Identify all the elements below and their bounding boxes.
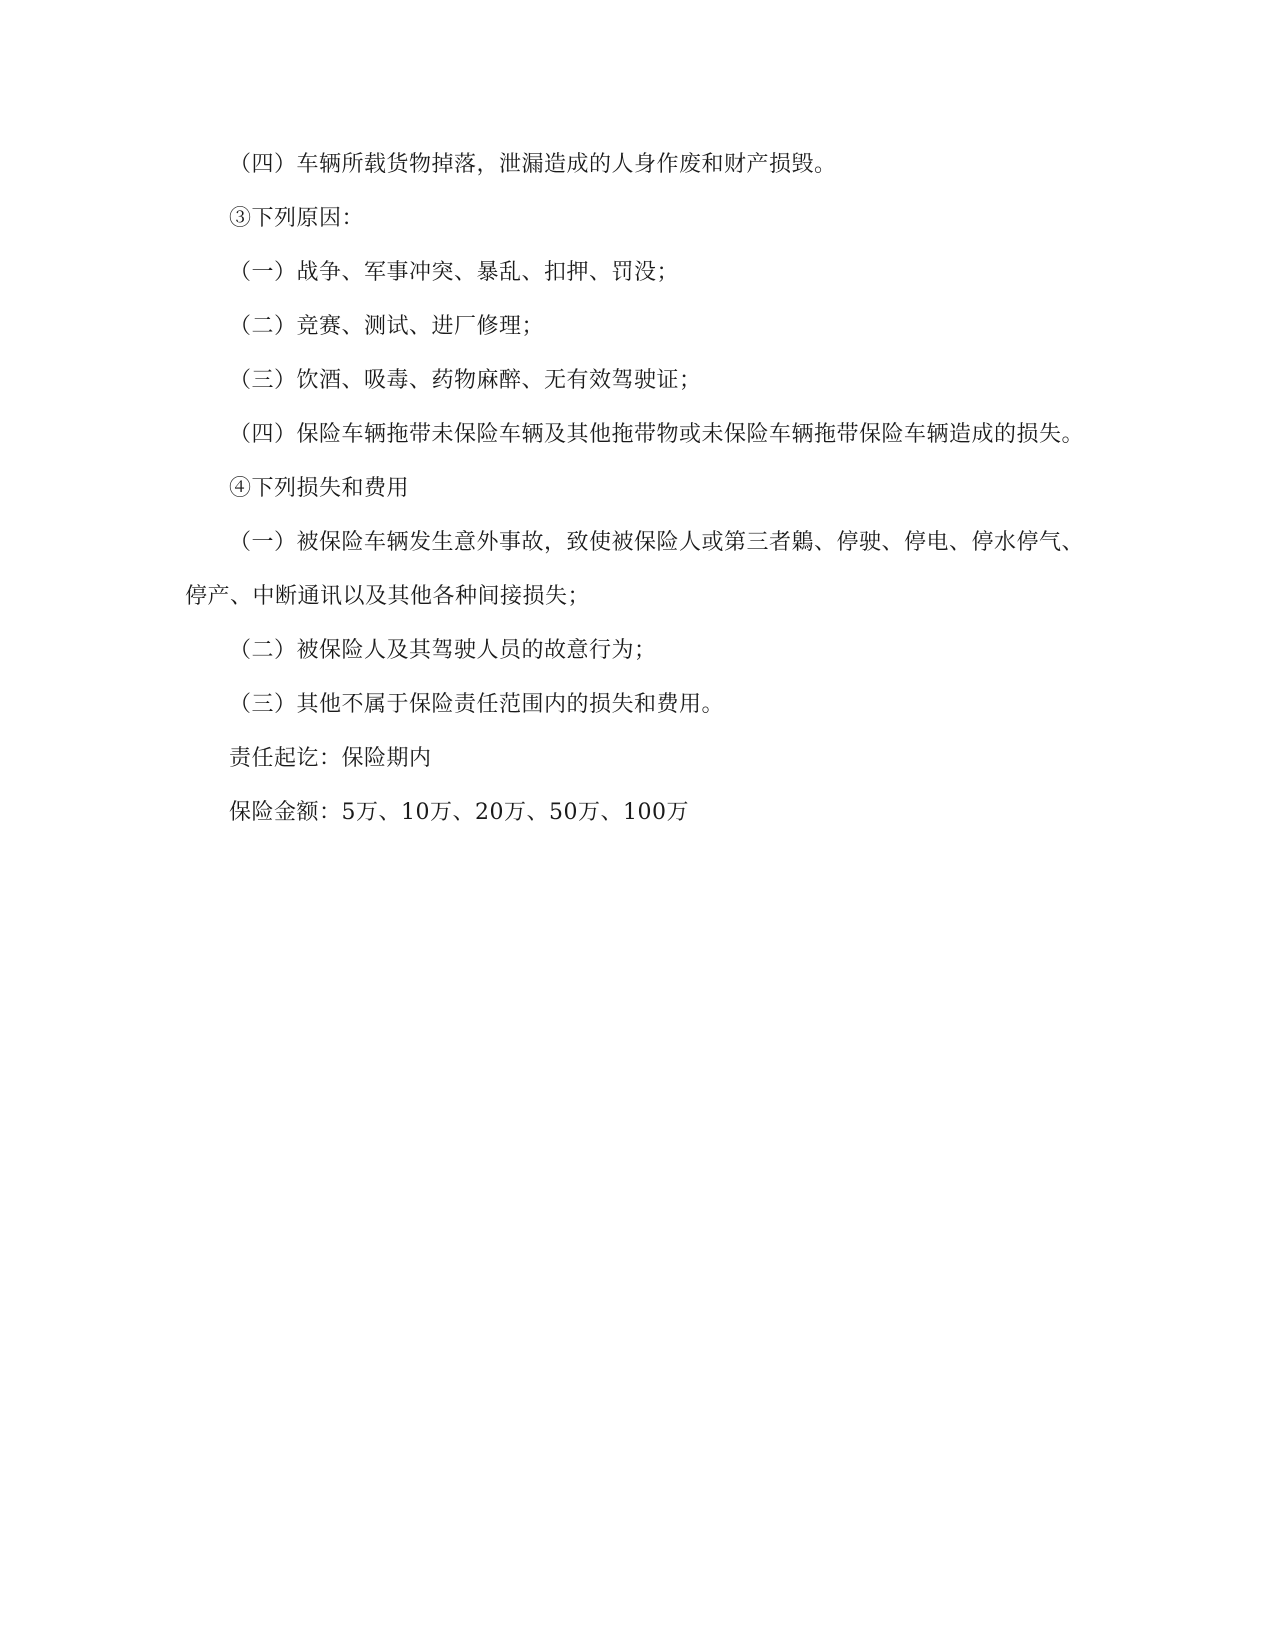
paragraph-losses-heading: ④下列损失和费用 (229, 476, 410, 501)
paragraph-cause-towing: （四）保险车辆拖带未保险车辆及其他拖带物或未保险车辆拖带保险车辆造成的损失。 (229, 422, 1085, 447)
paragraph-loss-other: （三）其他不属于保险责任范围内的损失和费用。 (229, 692, 725, 717)
document-body (185, 138, 1090, 840)
paragraph-insured-amount: 保险金额：5万、10万、20万、50万、100万 (229, 800, 689, 825)
paragraph-cause-drinking: （三）饮酒、吸毒、药物麻醉、无有效驾驶证； (229, 368, 702, 393)
paragraph-loss-intentional: （二）被保险人及其驾驶人员的故意行为； (229, 638, 657, 663)
paragraph-cause-racing: （二）竞赛、测试、进厂修理； (229, 314, 545, 339)
paragraph-cargo-loss: （四）车辆所载货物掉落，泄漏造成的人身作废和财产损毁。 (229, 152, 837, 177)
paragraph-cause-war: （一）战争、军事冲突、暴乱、扣押、罚没； (229, 260, 680, 285)
paragraph-loss-indirect: （一）被保险车辆发生意外事故，致使被保险人或第三者鷍、停驶、停电、停水停气、停产、中断通讯以及其他各种间接损失； (185, 530, 1085, 609)
paragraph-causes-heading: ③下列原因： (229, 206, 365, 231)
paragraph-liability-period: 责任起讫：保险期内 (229, 746, 432, 771)
